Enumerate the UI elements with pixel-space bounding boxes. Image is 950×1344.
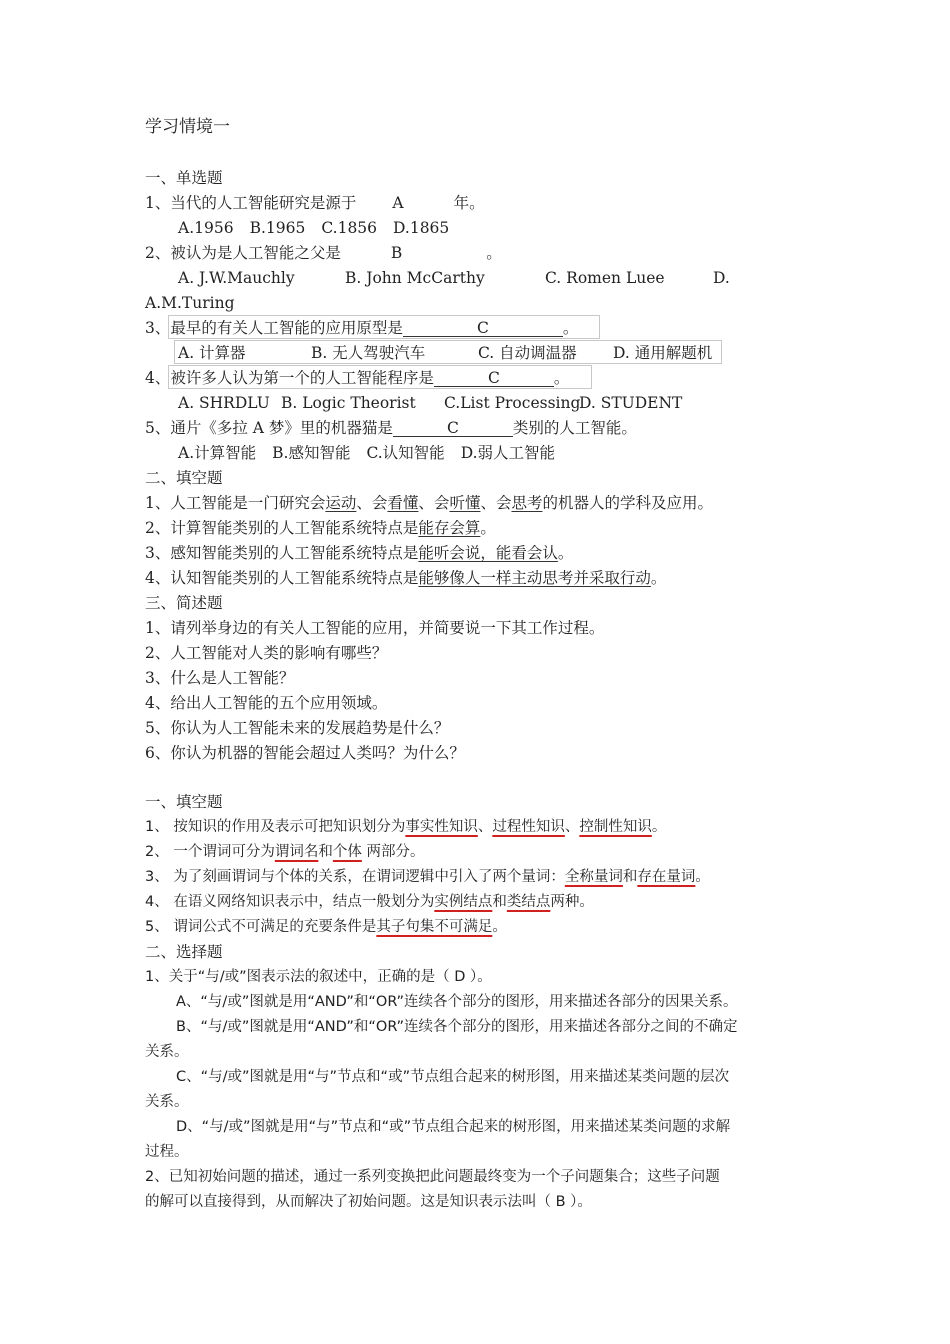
section-heading-single-choice: 一、单选题 bbox=[145, 169, 223, 187]
choice-option-d: D、“与/或”图就是用“与”节点和“或”节点组合起来的树形图，用来描述某类问题的求解 bbox=[176, 1119, 731, 1135]
option-c: C. 自动调温器 bbox=[478, 344, 577, 362]
question-text: 。 bbox=[557, 544, 574, 562]
question-text: 2、被认为是人工智能之父是 bbox=[145, 244, 341, 262]
section-heading-fill-blank: 二、填空题 bbox=[145, 469, 223, 487]
option-a: A. J.W.Mauchly bbox=[178, 269, 295, 287]
question-text: 、 bbox=[477, 819, 493, 835]
question-4 bbox=[145, 368, 569, 388]
question-text: 、会 bbox=[480, 494, 512, 512]
question-text: 。 bbox=[650, 569, 667, 587]
short-answer-question: 5、你认为人工智能未来的发展趋势是什么？ bbox=[145, 719, 450, 737]
question-5-options bbox=[178, 443, 555, 463]
filled-answer: 其子句集不可满足 bbox=[376, 919, 493, 935]
answer-blank: C bbox=[403, 318, 563, 337]
fill-question-2-1 bbox=[145, 817, 666, 837]
choice-question-2-cont: 的解可以直接得到，从而解决了初始问题。这是知识表示法叫（ B ）。 bbox=[145, 1194, 592, 1210]
fill-question-2 bbox=[145, 518, 496, 538]
choice-question-2: 2、已知初始问题的描述，通过一系列变换把此问题最终变为一个子问题集合；这些子问题 bbox=[145, 1169, 720, 1185]
fill-question-2-2 bbox=[145, 842, 424, 862]
option-a: A.1956 bbox=[178, 219, 234, 237]
question-text: 5、通片《多拉 A 梦》里的机器猫是 bbox=[145, 419, 393, 437]
question-suffix: 。 bbox=[553, 369, 570, 387]
section-heading-fill-blank-2: 一、填空题 bbox=[145, 793, 223, 811]
question-text: 。 bbox=[651, 819, 667, 835]
question-text: 2、 一个谓词可分为 bbox=[145, 844, 275, 860]
question-text: 和 bbox=[492, 894, 507, 910]
question-text: 4、被许多人认为第一个的人工智能程序是 bbox=[145, 369, 434, 387]
option-a: A. SHRDLU bbox=[178, 394, 270, 412]
option-a: A.计算智能 bbox=[178, 444, 257, 462]
question-text: 1、人工智能是一门研究会 bbox=[145, 494, 326, 512]
filled-answer: 实例结点 bbox=[434, 894, 493, 910]
option-b: B. 无人驾驶汽车 bbox=[311, 344, 426, 362]
filled-answer: 全称量词 bbox=[564, 869, 623, 885]
fill-question-1 bbox=[145, 493, 713, 513]
question-2 bbox=[145, 243, 502, 263]
short-answer-question: 1、请列举身边的有关人工智能的应用，并简要说一下其工作过程。 bbox=[145, 619, 605, 637]
question-text: 和 bbox=[622, 869, 638, 885]
choice-option-b: B、“与/或”图就是用“AND”和“OR”连续各个部分的图形，用来描述各部分之间的不确定 bbox=[176, 1019, 738, 1035]
fill-question-3 bbox=[145, 543, 573, 563]
question-text: 4、认知智能类别的人工智能系统特点是 bbox=[145, 569, 419, 587]
short-answer-question: 3、什么是人工智能？ bbox=[145, 669, 295, 687]
answer: A bbox=[392, 194, 404, 212]
choice-option-c-cont: 关系。 bbox=[145, 1094, 189, 1110]
question-text: 3、 为了刻画谓词与个体的关系，在谓词逻辑中引入了两个量词： bbox=[145, 869, 565, 885]
answer-blank: C bbox=[393, 418, 513, 437]
fill-question-2-4 bbox=[145, 892, 594, 912]
question-text: 、会 bbox=[356, 494, 388, 512]
question-4-options bbox=[178, 393, 682, 413]
filled-answer: 存在量词 bbox=[637, 869, 696, 885]
filled-answer: 运动 bbox=[325, 494, 357, 512]
answer-blank: C bbox=[434, 368, 554, 387]
section-heading-choice: 二、选择题 bbox=[145, 943, 223, 961]
question-text: 1、当代的人工智能研究是源于 bbox=[145, 194, 357, 212]
option-b: B. John McCarthy bbox=[345, 269, 485, 287]
option-b: B. Logic Theorist bbox=[281, 394, 416, 412]
option-d: D. 通用解题机 bbox=[613, 344, 713, 362]
question-suffix: 类别的人工智能。 bbox=[512, 419, 637, 437]
choice-option-d-cont: 过程。 bbox=[145, 1144, 189, 1160]
question-suffix: 。 bbox=[486, 244, 502, 262]
filled-answer: 能存会算 bbox=[418, 519, 481, 537]
short-answer-question: 6、你认为机器的智能会超过人类吗？为什么？ bbox=[145, 744, 465, 762]
option-d: D. STUDENT bbox=[579, 394, 683, 412]
option-c: C.List Processing bbox=[444, 394, 581, 412]
question-text: 2、计算智能类别的人工智能系统特点是 bbox=[145, 519, 419, 537]
fill-question-2-5 bbox=[145, 917, 507, 937]
choice-question-1: 1、关于“与/或”图表示法的叙述中，正确的是（ D ）。 bbox=[145, 969, 492, 985]
filled-answer: 谓词名 bbox=[274, 844, 319, 860]
question-text: 两种。 bbox=[550, 894, 594, 910]
choice-option-b-cont: 关系。 bbox=[145, 1044, 189, 1060]
filled-answer: 事实性知识 bbox=[405, 819, 478, 835]
question-5 bbox=[145, 418, 637, 438]
option-a: A. 计算器 bbox=[178, 344, 246, 362]
short-answer-question: 2、人工智能对人类的影响有哪些？ bbox=[145, 644, 388, 662]
question-1 bbox=[145, 193, 485, 213]
question-text: 、会 bbox=[418, 494, 450, 512]
filled-answer: 思考 bbox=[511, 494, 543, 512]
choice-option-a: A、“与/或”图就是用“AND”和“OR”连续各个部分的图形，用来描述各部分的因果关系。 bbox=[176, 994, 738, 1010]
filled-answer: 听懂 bbox=[449, 494, 481, 512]
filled-answer: 个体 bbox=[332, 844, 362, 860]
question-3 bbox=[145, 318, 578, 338]
question-text: 5、 谓词公式不可满足的充要条件是 bbox=[145, 919, 377, 935]
question-suffix: 年。 bbox=[453, 194, 485, 212]
option-c: C.1856 bbox=[321, 219, 378, 237]
question-text: 、 bbox=[564, 819, 580, 835]
option-b: B.1965 bbox=[249, 219, 306, 237]
question-text: 1、 按知识的作用及表示可把知识划分为 bbox=[145, 819, 406, 835]
question-text: 4、 在语义网络知识表示中，结点一般划分为 bbox=[145, 894, 435, 910]
page-title: 学习情境一 bbox=[145, 117, 230, 137]
filled-answer: 能听会说，能看会认 bbox=[418, 544, 558, 562]
question-text: 。 bbox=[695, 869, 710, 885]
question-text: 3、最早的有关人工智能的应用原型是 bbox=[145, 319, 403, 337]
question-text: 3、感知智能类别的人工智能系统特点是 bbox=[145, 544, 419, 562]
question-text: 和 bbox=[318, 844, 333, 860]
choice-option-c: C、“与/或”图就是用“与”节点和“或”节点组合起来的树形图，用来描述某类问题的层次 bbox=[176, 1069, 730, 1085]
fill-question-4 bbox=[145, 568, 666, 588]
option-c: C.认知智能 bbox=[366, 444, 445, 462]
question-suffix: 。 bbox=[562, 319, 579, 337]
section-heading-short-answer: 三、简述题 bbox=[145, 594, 223, 612]
filled-answer: 控制性知识 bbox=[579, 819, 652, 835]
option-b: B.感知智能 bbox=[272, 444, 351, 462]
option-d: D. bbox=[713, 269, 730, 287]
answer: B bbox=[390, 244, 403, 262]
option-d: D.弱人工智能 bbox=[460, 444, 556, 462]
short-answer-question: 4、给出人工智能的五个应用领域。 bbox=[145, 694, 388, 712]
filled-answer: 类结点 bbox=[506, 894, 551, 910]
question-text: 。 bbox=[480, 519, 496, 537]
filled-answer: 过程性知识 bbox=[492, 819, 565, 835]
filled-answer: 能够像人一样主动思考并采取行动 bbox=[418, 569, 651, 587]
option-c: C. Romen Luee bbox=[545, 269, 665, 287]
question-2-options bbox=[178, 268, 730, 288]
question-text: 。 bbox=[492, 919, 507, 935]
question-1-options bbox=[178, 218, 449, 238]
question-3-options bbox=[178, 343, 712, 363]
fill-question-2-3 bbox=[145, 867, 710, 887]
filled-answer: 看懂 bbox=[387, 494, 419, 512]
option-d: D.1865 bbox=[393, 219, 450, 237]
question-text: 的机器人的学科及应用。 bbox=[542, 494, 713, 512]
question-text: 两部分。 bbox=[361, 844, 425, 860]
question-2-option-d-continued: A.M.Turing bbox=[145, 294, 235, 312]
